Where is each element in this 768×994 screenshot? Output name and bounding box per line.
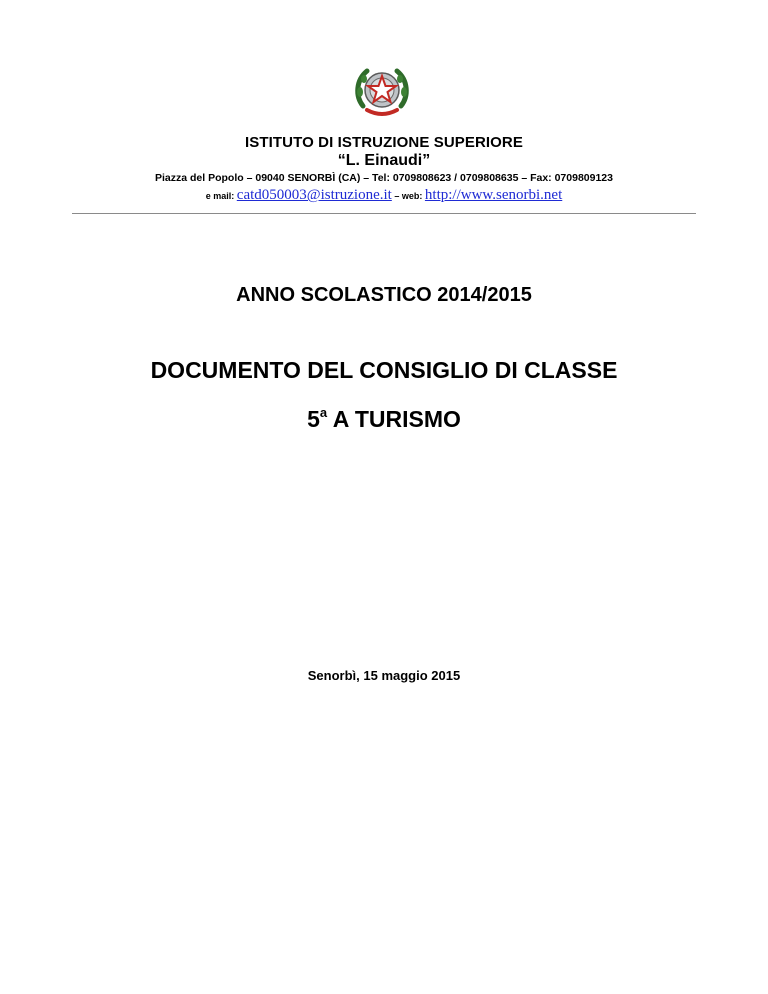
place-date: Senorbì, 15 maggio 2015 xyxy=(307,668,461,683)
school-year: ANNO SCOLASTICO 2014/2015 xyxy=(236,284,532,306)
header-divider xyxy=(72,213,696,214)
email-label: e mail: xyxy=(205,191,235,201)
contact-separator: – xyxy=(394,191,400,201)
document-title: DOCUMENTO DEL CONSIGLIO DI CLASSE xyxy=(150,357,618,383)
email-link[interactable]: catd050003@istruzione.it xyxy=(236,187,392,203)
class-superscript: a xyxy=(319,405,328,420)
institute-name: ISTITUTO DI ISTRUZIONE SUPERIORE xyxy=(245,134,523,151)
web-label: web: xyxy=(401,191,423,201)
contact-line xyxy=(0,187,768,204)
class-number: 5 xyxy=(307,406,320,432)
italian-republic-emblem-icon xyxy=(353,62,411,120)
website-link[interactable]: http://www.senorbi.net xyxy=(424,187,563,203)
institute-subtitle: “L. Einaudi” xyxy=(337,152,431,169)
class-name: A TURISMO xyxy=(332,406,461,432)
institute-address: Piazza del Popolo – 09040 SENORBÌ (CA) – Tel: 0709808623 / 0709808635 – Fax: 0709809123 xyxy=(155,172,613,184)
class-title xyxy=(0,406,768,433)
